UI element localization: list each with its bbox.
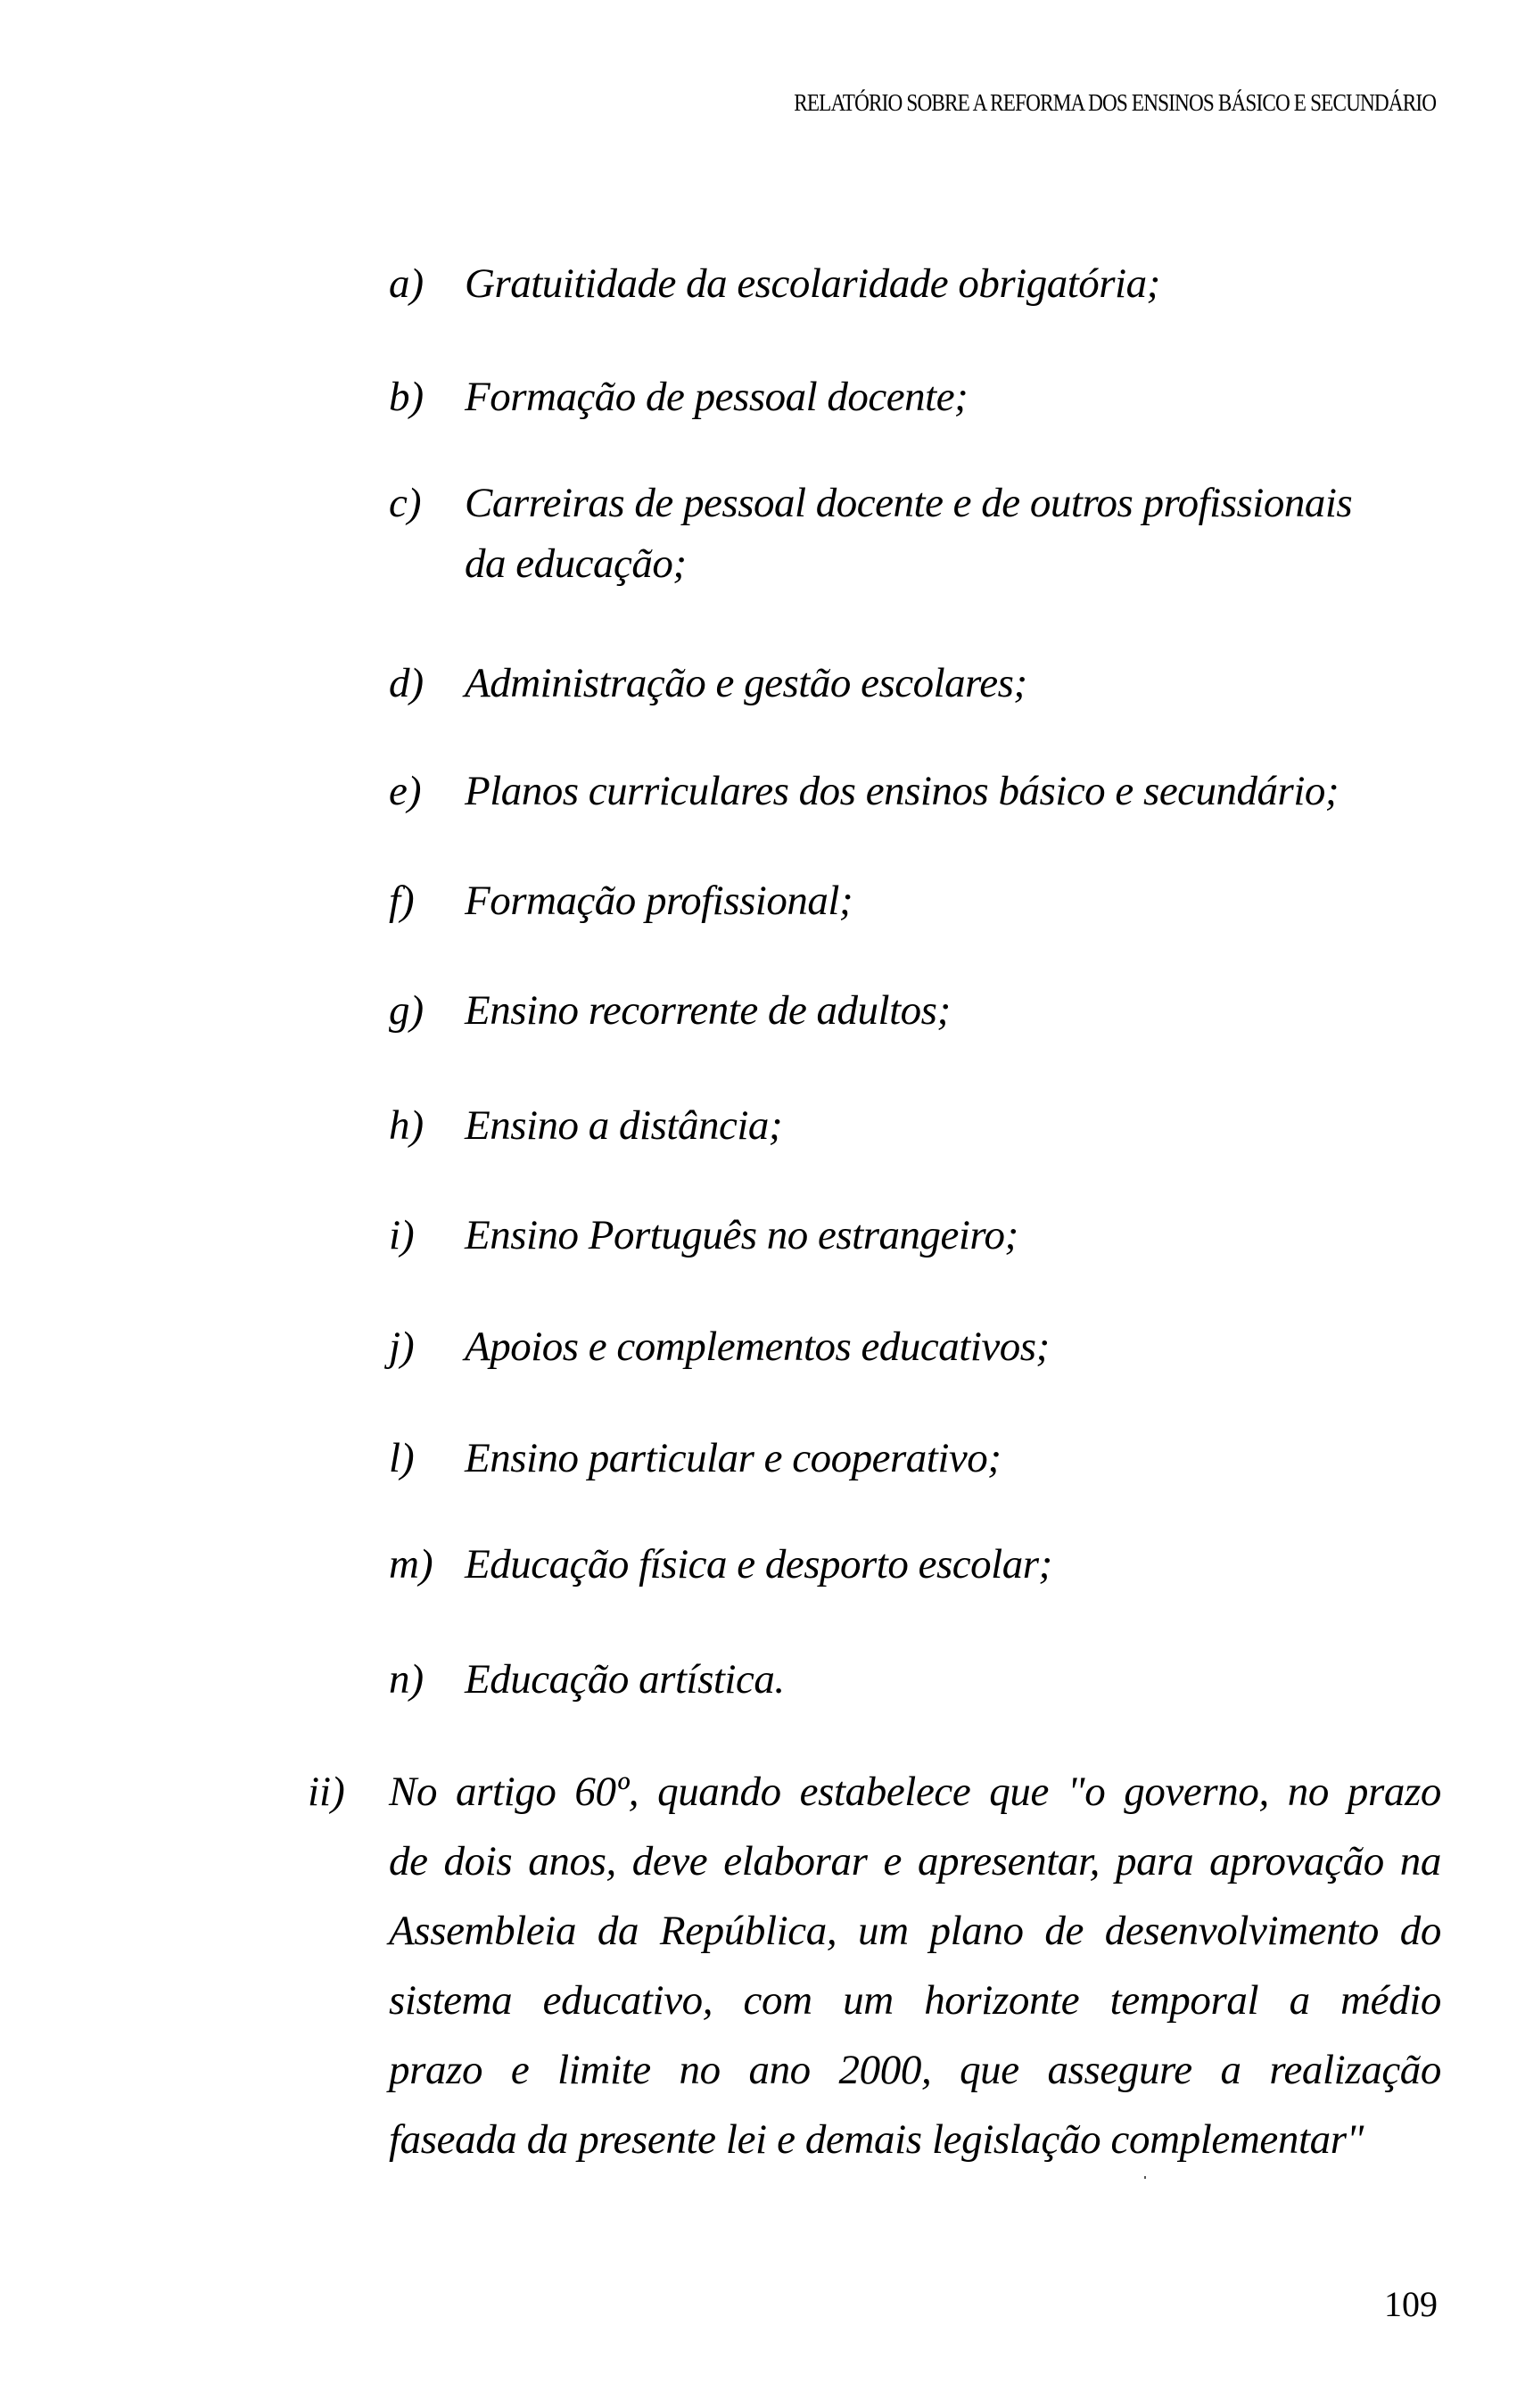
list-item-label: e) <box>389 768 422 814</box>
paragraph-line: No artigo 60º, quando estabelece que "o governo, no prazo <box>389 1769 1441 1815</box>
list-item-label: m) <box>389 1541 433 1587</box>
list-item-text: Apoios e complementos educativos; <box>465 1324 1050 1370</box>
list-item-label: d) <box>389 660 425 706</box>
list-item-label: g) <box>389 987 425 1034</box>
list-item-text: Ensino a distância; <box>465 1102 783 1149</box>
paragraph-line: sistema educativo, com um horizonte temporal a médio <box>389 1977 1441 2024</box>
list-item-text: Ensino recorrente de adultos; <box>465 987 951 1034</box>
paragraph-line: de dois anos, deve elaborar e apresentar, para aprovação na <box>389 1838 1441 1884</box>
list-item-label: n) <box>389 1656 425 1703</box>
paragraph-label: ii) <box>308 1769 345 1815</box>
page-number: 109 <box>1384 2284 1438 2324</box>
list-item-label: f) <box>389 878 415 924</box>
list-item-text: Formação profissional; <box>465 878 853 924</box>
list-item-text: Planos curriculares dos ensinos básico e secundário; <box>465 768 1340 814</box>
paragraph-line: prazo e limite no ano 2000, que assegure a realização <box>389 2047 1441 2093</box>
list-item-text: Gratuitidade da escolaridade obrigatória; <box>465 260 1160 307</box>
list-item-text: Ensino Português no estrangeiro; <box>465 1212 1018 1258</box>
list-item-label: h) <box>389 1102 425 1149</box>
list-item-text: Educação artística. <box>465 1656 785 1703</box>
list-item-text: Formação de pessoal docente; <box>465 374 969 420</box>
list-item-label: a) <box>389 260 425 307</box>
list-item-label: b) <box>389 374 425 420</box>
list-item-text: Ensino particular e cooperativo; <box>465 1435 1002 1481</box>
list-item-label: l) <box>389 1435 415 1481</box>
list-item-text-continuation: da educação; <box>465 540 687 587</box>
paragraph-body <box>389 1757 1441 2174</box>
list-item-text: Carreiras de pessoal docente e de outros profissionais <box>465 480 1353 526</box>
scan-speck <box>1144 2176 1146 2179</box>
running-header: RELATÓRIO SOBRE A REFORMA DOS ENSINOS BÁSICO E SECUNDÁRIO <box>794 89 1436 116</box>
list-item-label: j) <box>389 1324 415 1370</box>
list-item-label: i) <box>389 1212 415 1258</box>
list-item-text: Educação física e desporto escolar; <box>465 1541 1052 1587</box>
list-item-text: Administração e gestão escolares; <box>465 660 1027 706</box>
paragraph-line: faseada da presente lei e demais legislação complementar" <box>389 2116 1364 2163</box>
list-item-label: c) <box>389 480 422 526</box>
paragraph-line: Assembleia da República, um plano de desenvolvimento do <box>389 1908 1441 1954</box>
